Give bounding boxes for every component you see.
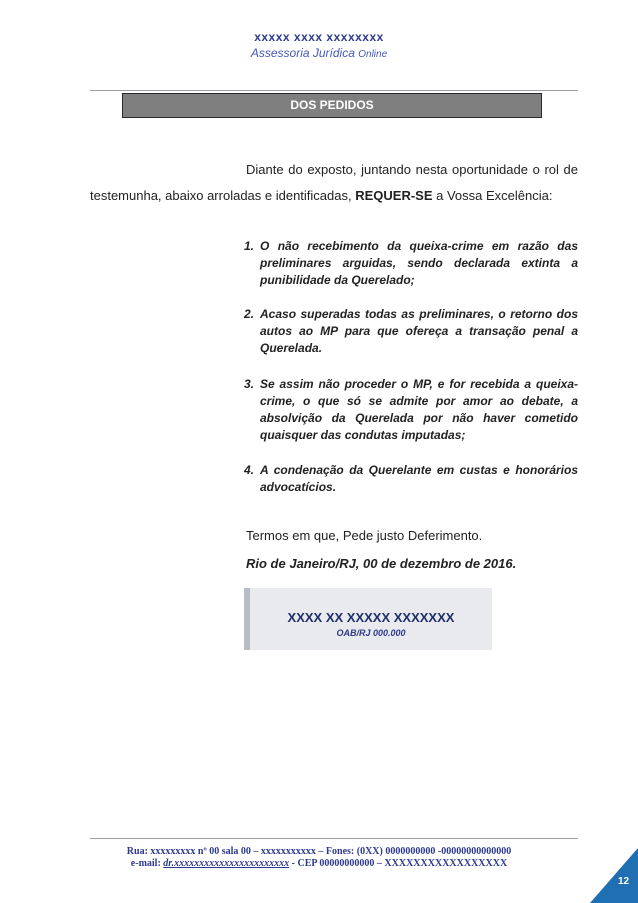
footer-address: Rua: xxxxxxxxx nº 00 sala 00 – xxxxxxxxxxx – Fones: (0XX) 0000000000 -00000000000000 — [126, 846, 512, 857]
closing-text: Termos em que, Pede justo Deferimento. — [246, 528, 483, 543]
page-corner-decoration — [590, 848, 638, 903]
footer-cep: - CEP 00000000000 – XXXXXXXXXXXXXXXXX — [289, 858, 508, 869]
header-divider — [90, 90, 578, 91]
request-number: 2. — [244, 307, 255, 321]
footer-contact — [0, 858, 638, 869]
intro-text-start: testemunha, abaixo arroladas e identificadas, — [90, 188, 356, 203]
date-line: Rio de Janeiro/RJ, 00 de dezembro de 2016. — [246, 556, 517, 571]
request-text: Se assim não proceder o MP, e for recebida a queixa-crime, o que só se admite por amor ao debate, a absolvição da Querelada por não haver cometido quaisquer das condutas imputadas; — [260, 377, 578, 442]
signature-name: XXXX XX XXXXX XXXXXXX — [287, 610, 455, 625]
request-number: 1. — [244, 239, 255, 253]
footer-email-label: e-mail: — [130, 858, 164, 869]
intro-request-keyword: REQUER-SE — [355, 188, 433, 203]
request-number: 4. — [244, 463, 255, 477]
request-text: A condenação da Querelante em custas e honorários advocatícios. — [260, 463, 578, 494]
subtitle-online: Online — [358, 49, 388, 60]
section-title: DOS PEDIDOS — [122, 93, 542, 118]
request-number: 3. — [244, 377, 255, 391]
page-number: 12 — [618, 876, 630, 887]
footer-email-link[interactable]: dr.xxxxxxxxxxxxxxxxxxxxxxx — [163, 858, 290, 869]
intro-line-1: Diante do exposto, juntando nesta oportunidade o rol de — [246, 162, 578, 177]
signature-oab: OAB/RJ 000.000 — [336, 628, 406, 638]
subtitle-text: Assessoria Jurídica — [250, 46, 355, 60]
firm-subtitle — [0, 46, 638, 60]
request-item-2 — [244, 306, 578, 357]
intro-line-2 — [90, 188, 578, 203]
request-text: O não recebimento da queixa-crime em razão das preliminares arguidas, sendo declarada extinta a punibilidade da Querelado; — [260, 239, 578, 287]
request-item-1 — [244, 238, 578, 289]
footer-divider — [90, 838, 578, 839]
request-item-3 — [244, 376, 578, 444]
signature-box — [244, 588, 492, 650]
firm-name: xxxxx xxxx xxxxxxxx — [254, 30, 384, 44]
request-item-4 — [244, 462, 578, 496]
intro-text-end: a Vossa Excelência: — [432, 188, 553, 203]
request-text: Acaso superadas todas as preliminares, o retorno dos autos ao MP para que ofereça a transação penal a Querelada. — [260, 307, 578, 355]
